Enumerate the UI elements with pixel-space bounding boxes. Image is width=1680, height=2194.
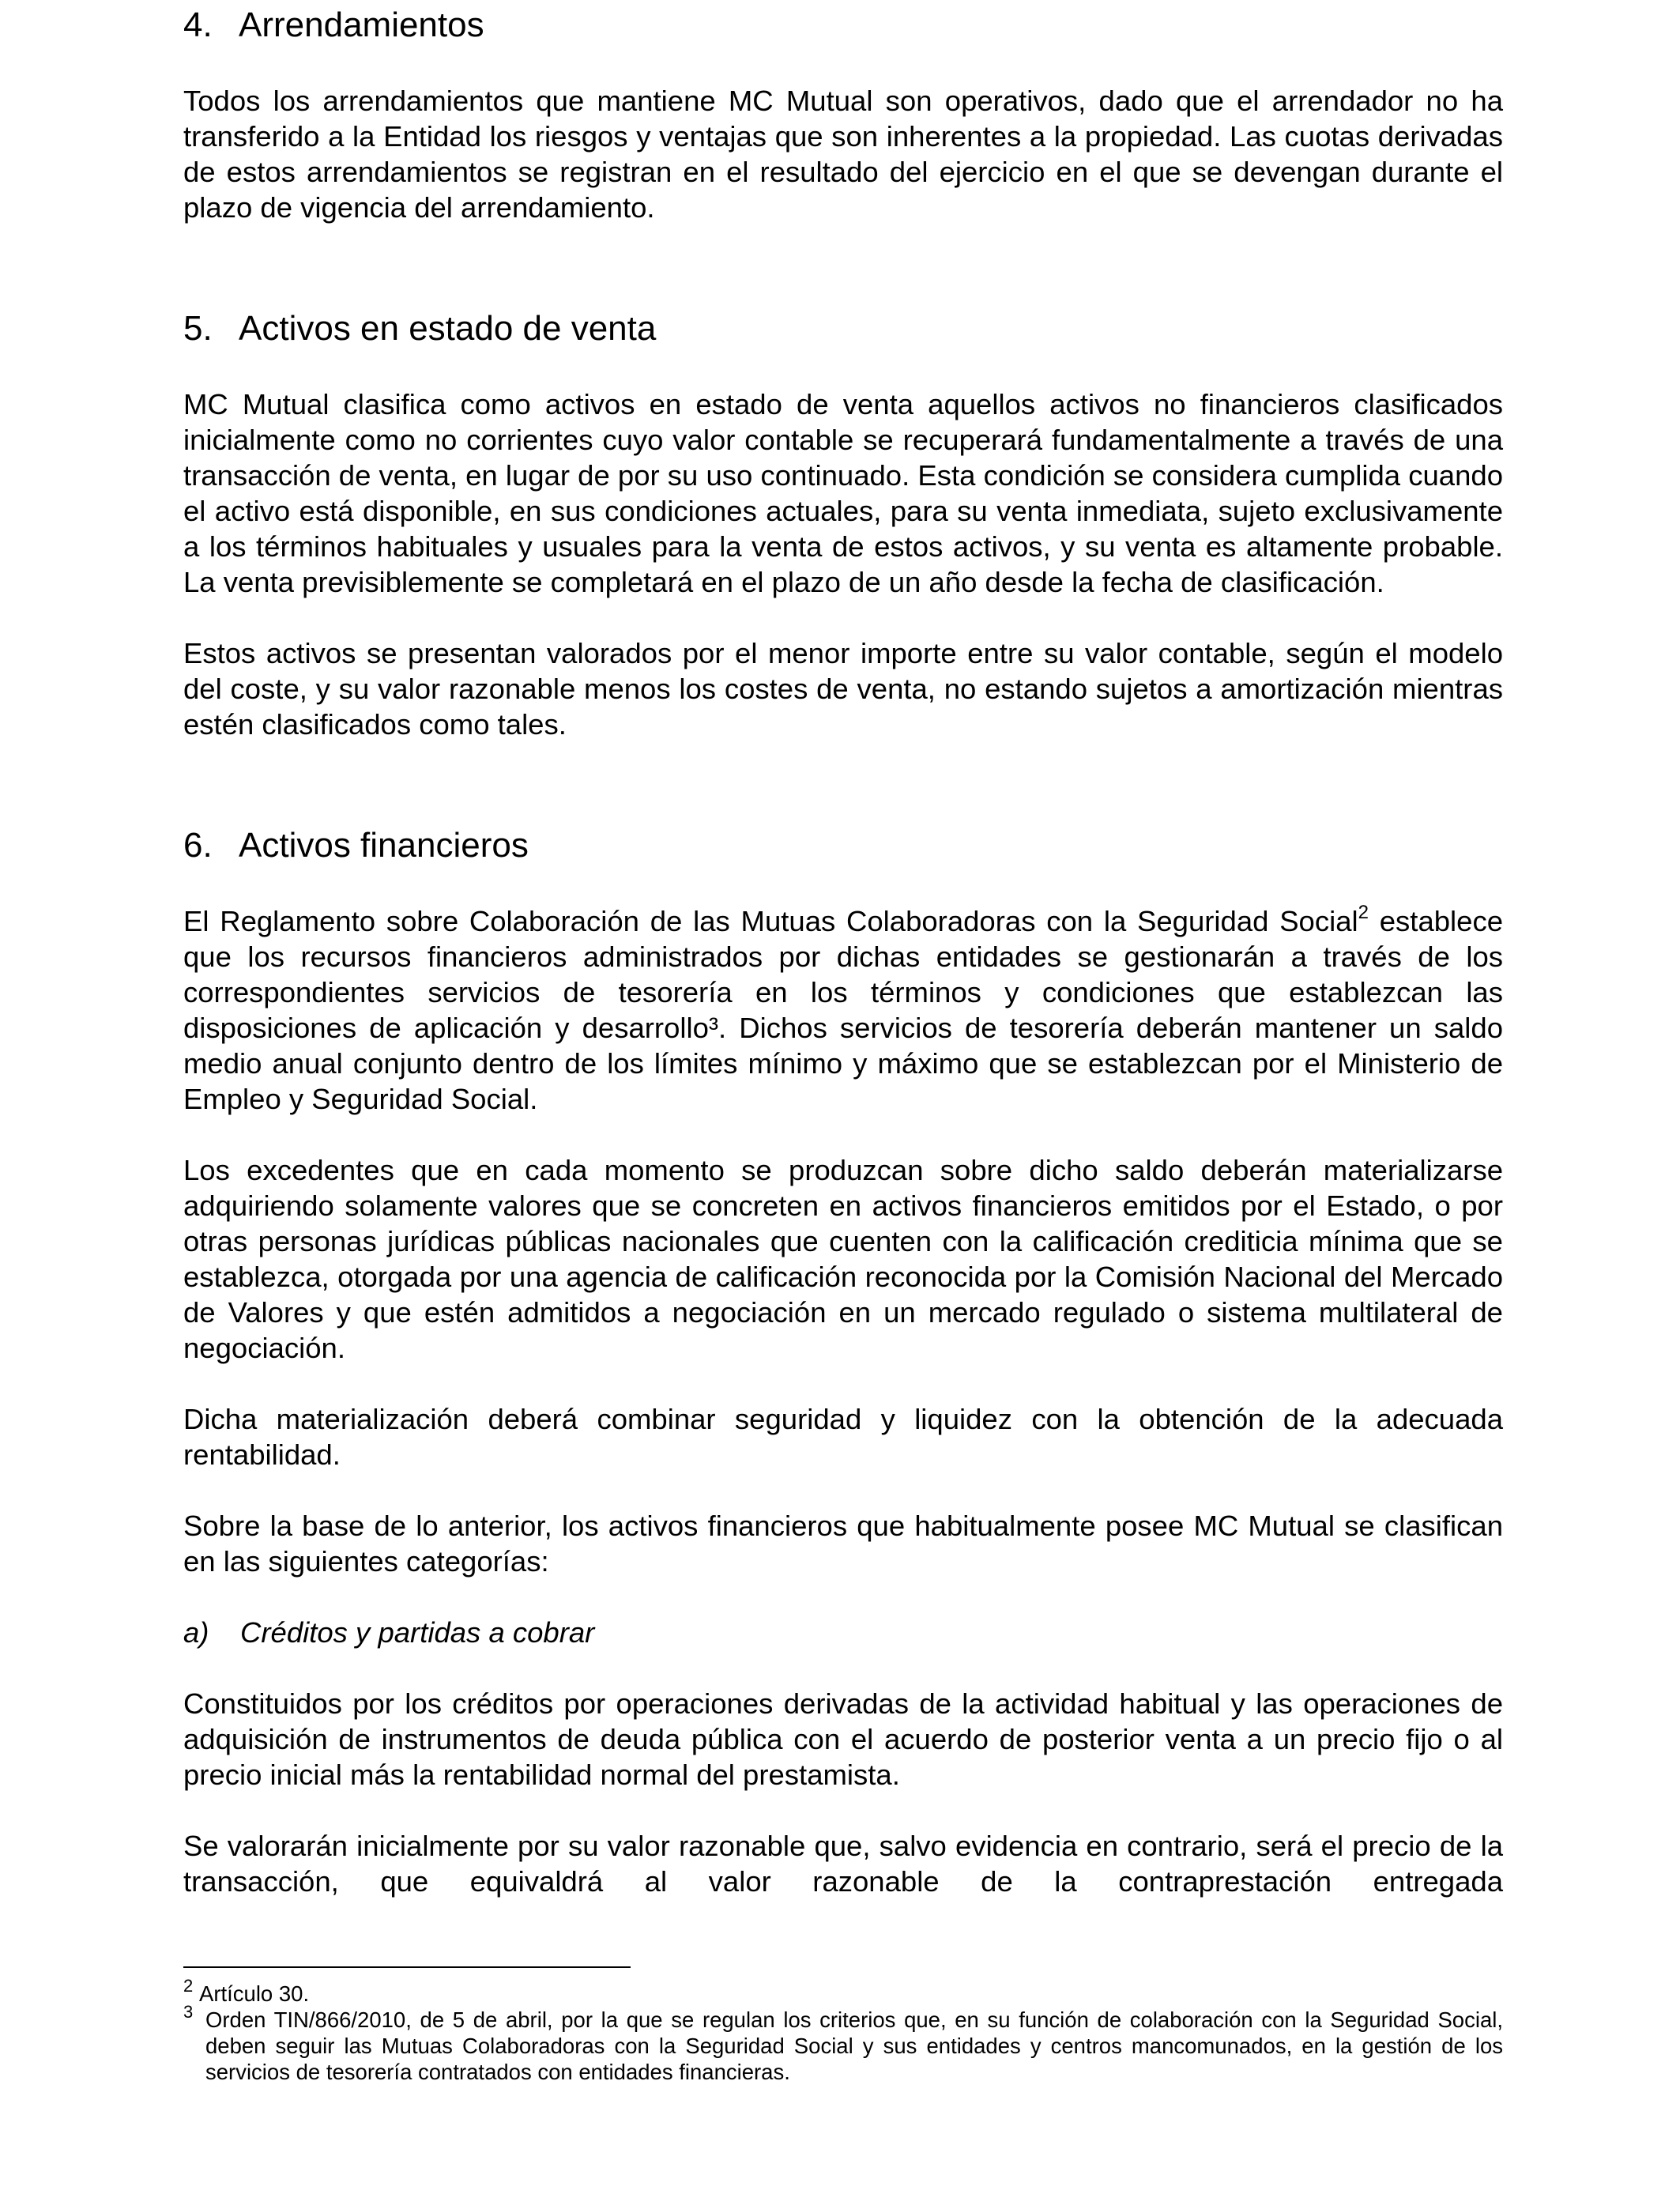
footnote-text: Orden TIN/866/2010, de 5 de abril, por la que se regulan los criterios que, en su función de colaboración con la Seguridad Social, deben seguir las Mutuas Colaboradoras con la Seguridad Social y sus entidades y centros mancomunados, en la gestión de los servicios de tesorería contratados con entidades financieras. (205, 2007, 1503, 2084)
paragraph-text: El Reglamento sobre Colaboración de las Mutuas Colaboradoras con la Seguridad Social (183, 905, 1358, 937)
section-title: Activos financieros (239, 826, 529, 865)
paragraph (183, 903, 1503, 1117)
subsection-heading (183, 1615, 1503, 1650)
footnote-separator (183, 1966, 631, 1968)
section-title: Arrendamientos (239, 6, 484, 44)
footnotes (183, 1976, 1503, 2085)
subsection-title: Créditos y partidas a cobrar (240, 1616, 595, 1649)
section-number: 4. (183, 6, 213, 44)
paragraph: Sobre la base de lo anterior, los activos financieros que habitualmente posee MC Mutual se clasifican en las siguientes categorías: (183, 1510, 1503, 1578)
footnote-ref: 2 (1358, 902, 1369, 923)
footnote (183, 2002, 1503, 2085)
section-heading (183, 822, 1503, 869)
paragraph: Se valorarán inicialmente por su valor razonable que, salvo evidencia en contrario, será el precio de la transacción, que equivaldrá al valor razonable de la contraprestación entregada (183, 1830, 1503, 1898)
section-heading (183, 305, 1503, 352)
footnote (183, 1976, 1503, 2007)
section-number: 5. (183, 309, 213, 348)
paragraph: Los excedentes que en cada momento se produzcan sobre dicho saldo deberán materializarse adquiriendo solamente valores que se concreten en activos financieros emitidos por el Estado, o por otras personas jurídicas públicas nacionales que cuenten con la calificación crediticia mínima que se establezca, otorgada por una agencia de calificación reconocida por la Comisión Nacional del Mercado de Valores y que estén admitidos a negociación en un mercado regulado o sistema multilateral de negociación. (183, 1154, 1503, 1364)
paragraph: MC Mutual clasifica como activos en estado de venta aquellos activos no financieros clasificados inicialmente como no corrientes cuyo valor contable se recuperará fundamentalmente a través de una transacción de venta, en lugar de por su uso continuado. Esta condición se considera cumplida cuando el activo está disponible, en sus condiciones actuales, para su venta inmediata, sujeto exclusivamente a los términos habituales y usuales para la venta de estos activos, y su venta es altamente probable. La venta previsiblemente se completará en el plazo de un año desde la fecha de clasificación. (183, 388, 1503, 598)
subsection-number: a) (183, 1616, 209, 1649)
document-body (183, 0, 1503, 1899)
paragraph: Dicha materialización deberá combinar seguridad y liquidez con la obtención de la adecuada rentabilidad. (183, 1403, 1503, 1471)
paragraph-text: establece que los recursos financieros administrados por dichas entidades se gestionarán a través de los correspondientes servicios de tesorería en los términos y condiciones que establezcan las disposiciones de aplicación y desarrollo³. Dichos servicios de tesorería deberán mantener un saldo medio anual conjunto dentro de los límites mínimo y máximo que se establezcan por el Ministerio de Empleo y Seguridad Social. (183, 905, 1504, 1115)
paragraph: Todos los arrendamientos que mantiene MC Mutual son operativos, dado que el arrendador no ha transferido a la Entidad los riesgos y ventajas que son inherentes a la propiedad. Las cuotas derivadas de estos arrendamientos se registran en el resultado del ejercicio en el que se devengan durante el plazo de vigencia del arrendamiento. (183, 85, 1503, 224)
footnote-mark: 3 (183, 2002, 194, 2022)
footnote-mark: 2 (183, 1976, 194, 1996)
paragraph: Estos activos se presentan valorados por el menor importe entre su valor contable, según el modelo del coste, y su valor razonable menos los costes de venta, no estando sujetos a amortización mientras estén clasificados como tales. (183, 637, 1503, 741)
paragraph: Constituidos por los créditos por operaciones derivadas de la actividad habitual y las operaciones de adquisición de instrumentos de deuda pública con el acuerdo de posterior venta a un precio fijo o al precio inicial más la rentabilidad normal del prestamista. (183, 1687, 1503, 1791)
section-number: 6. (183, 826, 213, 865)
footnote-text: Artículo 30. (199, 1981, 310, 2006)
section-heading (183, 2, 1503, 49)
section-title: Activos en estado de venta (239, 309, 657, 348)
